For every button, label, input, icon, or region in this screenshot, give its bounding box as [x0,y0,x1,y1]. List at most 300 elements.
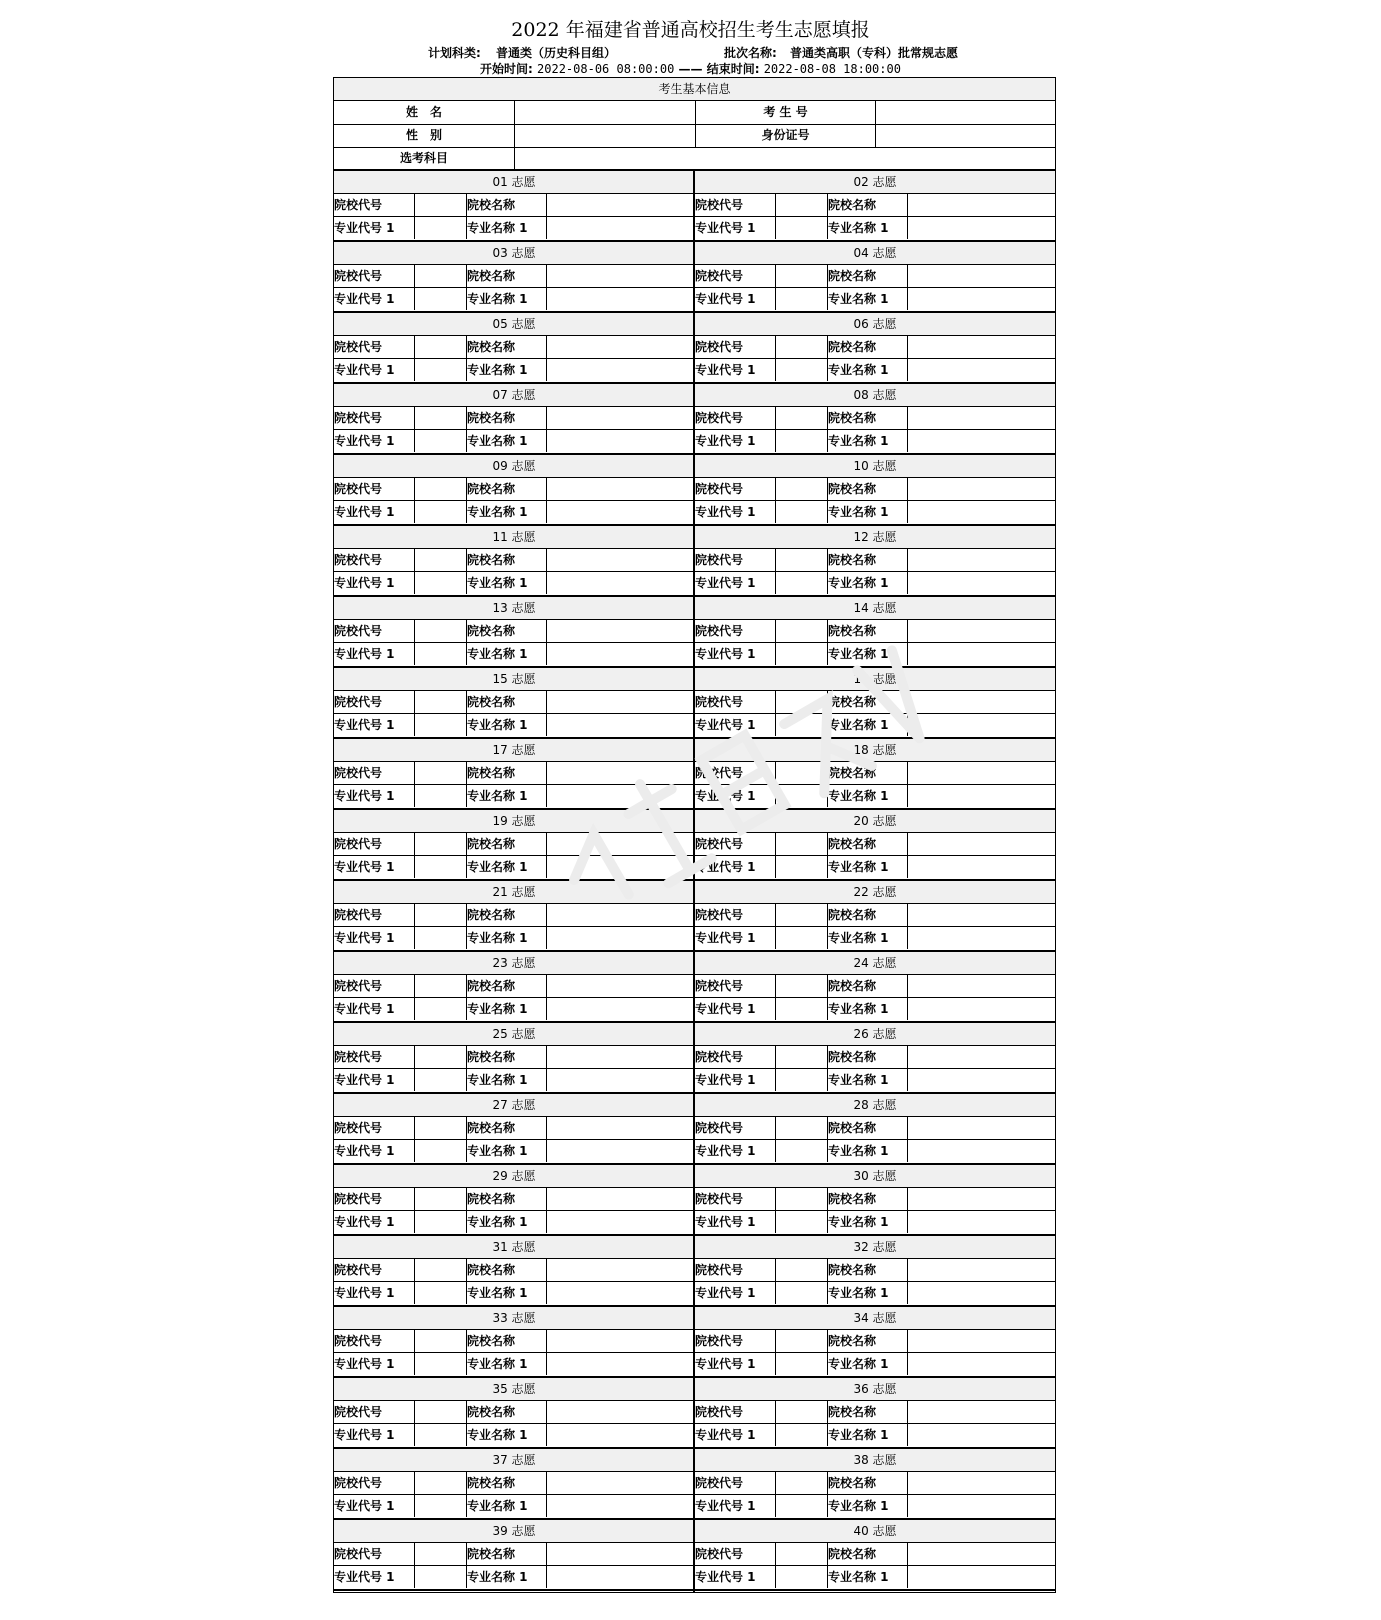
major-code-field[interactable] [415,501,466,523]
school-name-field[interactable] [547,1188,694,1210]
school-name-field[interactable] [908,549,1055,571]
wish-block [334,597,694,668]
school-name-field[interactable] [908,1259,1055,1281]
major-code-field[interactable] [776,288,827,310]
major-name-field[interactable] [908,288,1055,310]
school-code-field[interactable] [776,265,827,287]
major-code-field[interactable] [415,1353,466,1375]
school-name-field[interactable] [908,1117,1055,1139]
cell-divider [827,998,828,1020]
cell-divider [827,1424,828,1446]
school-name-label: 院校名称 [828,908,877,922]
school-row [334,1543,694,1566]
major-name-field[interactable] [908,217,1055,239]
school-row [695,1330,1055,1353]
major-name-field[interactable] [547,1211,694,1233]
major-name-field[interactable] [908,359,1055,381]
cell-divider [466,643,467,665]
school-code-field[interactable] [776,1188,827,1210]
major-name-label: 专业名称 1 [828,1215,889,1229]
school-row [334,1401,694,1424]
school-name-field[interactable] [908,194,1055,216]
cell-divider [466,1424,467,1446]
wish-heading: 10 志愿 [695,455,1055,478]
major-name-field[interactable] [547,927,694,949]
school-code-field[interactable] [415,1401,466,1423]
major-code-label: 专业代号 1 [695,931,756,945]
major-name-field[interactable] [547,1140,694,1162]
cell-divider [827,1543,828,1565]
school-code-label: 院校代号 [695,837,744,851]
cell-divider [827,194,828,216]
major-code-field[interactable] [415,1282,466,1304]
school-name-field[interactable] [908,407,1055,429]
major-name-field[interactable] [908,1424,1055,1446]
school-code-field[interactable] [776,833,827,855]
major-code-label: 专业代号 1 [695,1428,756,1442]
major-name-field[interactable] [908,501,1055,523]
major-name-field[interactable] [547,1495,694,1517]
cell-divider [466,975,467,997]
major-row [695,785,1055,810]
school-name-field[interactable] [547,1401,694,1423]
major-name-field[interactable] [547,288,694,310]
end-label: 结束时间: [706,62,760,76]
major-code-label: 专业代号 1 [334,789,395,803]
school-code-field[interactable] [415,265,466,287]
school-row [334,1117,694,1140]
school-row [695,833,1055,856]
cell-divider [466,691,467,713]
major-code-field[interactable] [776,359,827,381]
school-row [695,549,1055,572]
id-field[interactable] [875,124,1055,147]
school-name-field[interactable] [908,620,1055,642]
major-row [334,1282,694,1307]
school-name-field[interactable] [547,762,694,784]
school-row [695,1472,1055,1495]
major-code-field[interactable] [776,1495,827,1517]
major-row [334,998,694,1023]
school-row [695,194,1055,217]
major-code-field[interactable] [776,572,827,594]
major-code-field[interactable] [415,927,466,949]
school-name-field[interactable] [908,762,1055,784]
wish-block [695,1094,1055,1165]
major-name-field[interactable] [547,1353,694,1375]
school-name-field[interactable] [908,833,1055,855]
cell-divider [827,975,828,997]
major-name-label: 专业名称 1 [467,434,528,448]
major-name-field[interactable] [908,998,1055,1020]
major-code-field[interactable] [415,1424,466,1446]
school-name-field[interactable] [547,620,694,642]
cell-divider [827,714,828,736]
major-row [334,714,694,739]
batch-value: 普通类高职（专科）批常规志愿 [790,46,959,60]
major-name-field[interactable] [547,714,694,736]
exam-no-field[interactable] [875,101,1055,124]
major-name-label: 专业名称 1 [467,363,528,377]
cell-divider [466,1259,467,1281]
school-row [334,1046,694,1069]
major-row [334,501,694,526]
school-code-field[interactable] [415,975,466,997]
school-name-field[interactable] [908,975,1055,997]
major-name-field[interactable] [547,359,694,381]
major-name-label: 专业名称 1 [467,292,528,306]
cell-divider [466,265,467,287]
major-name-field[interactable] [908,1069,1055,1091]
wish-heading: 01 志愿 [334,171,694,194]
major-name-label: 专业名称 1 [467,1357,528,1371]
major-code-field[interactable] [415,643,466,665]
school-code-field[interactable] [776,1259,827,1281]
major-name-field[interactable] [547,217,694,239]
major-name-label: 专业名称 1 [828,221,889,235]
major-code-field[interactable] [776,856,827,878]
major-name-label: 专业名称 1 [828,363,889,377]
school-name-field[interactable] [547,975,694,997]
wish-heading: 18 志愿 [695,739,1055,762]
major-row [695,1353,1055,1378]
school-code-field[interactable] [776,1401,827,1423]
major-name-field[interactable] [908,785,1055,807]
school-code-field[interactable] [415,762,466,784]
major-code-field[interactable] [776,1069,827,1091]
school-code-field[interactable] [415,691,466,713]
major-code-label: 专业代号 1 [334,1144,395,1158]
school-code-field[interactable] [415,1046,466,1068]
major-code-field[interactable] [776,998,827,1020]
school-code-label: 院校代号 [695,1547,744,1561]
cell-divider [466,549,467,571]
major-code-label: 专业代号 1 [695,292,756,306]
major-name-field[interactable] [547,1424,694,1446]
school-name-field[interactable] [908,1472,1055,1494]
school-row [334,691,694,714]
school-name-field[interactable] [908,1401,1055,1423]
school-code-field[interactable] [776,1330,827,1352]
cell-divider [827,359,828,381]
school-code-label: 院校代号 [695,198,744,212]
school-name-label: 院校名称 [467,1050,516,1064]
major-name-field[interactable] [908,572,1055,594]
school-name-label: 院校名称 [467,837,516,851]
major-row [334,1140,694,1165]
school-name-field[interactable] [908,265,1055,287]
major-code-field[interactable] [415,714,466,736]
school-name-field[interactable] [908,336,1055,358]
school-name-field[interactable] [547,1330,694,1352]
major-code-field[interactable] [776,1140,827,1162]
major-name-field[interactable] [547,430,694,452]
school-code-field[interactable] [776,1543,827,1565]
major-name-field[interactable] [908,1140,1055,1162]
school-name-field[interactable] [908,904,1055,926]
wish-block [695,597,1055,668]
major-name-label: 专业名称 1 [467,1286,528,1300]
school-code-label: 院校代号 [334,411,383,425]
name-field[interactable] [514,101,695,124]
major-code-field[interactable] [776,1353,827,1375]
school-code-field[interactable] [415,407,466,429]
school-row [695,620,1055,643]
major-name-field[interactable] [908,1282,1055,1304]
major-name-field[interactable] [908,856,1055,878]
major-code-field[interactable] [415,998,466,1020]
major-code-field[interactable] [776,1282,827,1304]
major-code-field[interactable] [415,359,466,381]
school-code-field[interactable] [776,478,827,500]
major-name-field[interactable] [547,643,694,665]
school-code-field[interactable] [415,336,466,358]
cell-divider [466,1117,467,1139]
end-value: 2022-08-08 18:00:00 [763,62,901,76]
cell-divider [466,1211,467,1233]
school-code-label: 院校代号 [695,1405,744,1419]
major-code-field[interactable] [776,1566,827,1588]
wish-heading: 27 志愿 [334,1094,694,1117]
school-name-label: 院校名称 [467,553,516,567]
major-code-field[interactable] [415,217,466,239]
school-code-field[interactable] [415,1259,466,1281]
cell-divider [827,430,828,452]
wish-block [334,171,694,242]
school-code-field[interactable] [776,194,827,216]
school-row [334,762,694,785]
major-code-field[interactable] [415,1566,466,1588]
school-code-field[interactable] [776,1046,827,1068]
major-name-field[interactable] [908,1495,1055,1517]
major-code-field[interactable] [776,785,827,807]
school-name-field[interactable] [547,336,694,358]
school-name-field[interactable] [547,833,694,855]
major-name-field[interactable] [547,501,694,523]
school-code-field[interactable] [776,407,827,429]
school-code-label: 院校代号 [695,340,744,354]
school-code-field[interactable] [776,1117,827,1139]
major-name-field[interactable] [547,1566,694,1588]
school-name-field[interactable] [547,904,694,926]
exam-no-label: 考 生 号 [695,101,875,124]
gender-field[interactable] [514,124,695,147]
school-name-label: 院校名称 [828,1405,877,1419]
major-code-field[interactable] [776,1211,827,1233]
major-code-field[interactable] [415,856,466,878]
plan-label: 计划科类: [428,46,481,60]
major-name-label: 专业名称 1 [828,860,889,874]
school-code-field[interactable] [776,336,827,358]
school-name-field[interactable] [547,478,694,500]
school-code-label: 院校代号 [695,1192,744,1206]
wish-heading: 14 志愿 [695,597,1055,620]
major-code-field[interactable] [776,714,827,736]
major-name-field[interactable] [908,430,1055,452]
school-name-field[interactable] [547,407,694,429]
wish-block [334,1449,694,1520]
major-row [695,1211,1055,1236]
major-name-label: 专业名称 1 [828,1002,889,1016]
cell-divider [466,288,467,310]
major-name-field[interactable] [547,572,694,594]
major-code-label: 专业代号 1 [695,576,756,590]
major-name-field[interactable] [547,1282,694,1304]
school-name-field[interactable] [547,1472,694,1494]
start-value: 2022-08-06 08:00:00 [537,62,675,76]
major-code-field[interactable] [776,927,827,949]
major-row [695,359,1055,384]
major-name-field[interactable] [547,998,694,1020]
cell-divider [466,1188,467,1210]
school-name-field[interactable] [908,1188,1055,1210]
cell-divider [466,572,467,594]
wish-heading: 26 志愿 [695,1023,1055,1046]
major-row [334,1353,694,1378]
major-code-field[interactable] [415,1069,466,1091]
school-name-field[interactable] [908,478,1055,500]
major-name-field[interactable] [908,1353,1055,1375]
school-code-field[interactable] [776,620,827,642]
wish-heading: 28 志愿 [695,1094,1055,1117]
school-name-field[interactable] [547,691,694,713]
school-name-field[interactable] [547,549,694,571]
school-code-field[interactable] [415,478,466,500]
school-name-label: 院校名称 [467,411,516,425]
school-code-field[interactable] [415,1472,466,1494]
major-code-field[interactable] [415,572,466,594]
major-code-label: 专业代号 1 [334,576,395,590]
school-name-field[interactable] [908,1046,1055,1068]
major-row [334,1424,694,1449]
cell-divider [827,856,828,878]
school-code-field[interactable] [415,904,466,926]
school-code-field[interactable] [415,1117,466,1139]
school-name-label: 院校名称 [467,979,516,993]
school-name-field[interactable] [547,265,694,287]
school-name-field[interactable] [547,1259,694,1281]
major-code-field[interactable] [776,643,827,665]
school-code-label: 院校代号 [334,908,383,922]
major-code-field[interactable] [776,501,827,523]
major-code-label: 专业代号 1 [334,1428,395,1442]
major-code-field[interactable] [415,1495,466,1517]
school-code-field[interactable] [415,833,466,855]
major-code-label: 专业代号 1 [334,434,395,448]
major-code-label: 专业代号 1 [695,363,756,377]
wish-heading: 09 志愿 [334,455,694,478]
school-code-field[interactable] [776,549,827,571]
major-name-label: 专业名称 1 [467,647,528,661]
major-code-field[interactable] [415,1140,466,1162]
major-code-field[interactable] [415,1211,466,1233]
wish-block [334,455,694,526]
major-row [334,1495,694,1520]
school-row [695,478,1055,501]
school-name-field[interactable] [908,1330,1055,1352]
school-code-label: 院校代号 [695,411,744,425]
school-row [334,549,694,572]
school-name-field[interactable] [547,1046,694,1068]
school-code-field[interactable] [776,975,827,997]
school-name-field[interactable] [908,691,1055,713]
major-code-label: 专业代号 1 [334,363,395,377]
major-name-field[interactable] [908,1211,1055,1233]
major-name-label: 专业名称 1 [828,1144,889,1158]
major-code-field[interactable] [415,430,466,452]
school-code-field[interactable] [415,1188,466,1210]
cell-divider [466,359,467,381]
school-row [695,407,1055,430]
school-code-field[interactable] [776,1472,827,1494]
major-name-field[interactable] [547,785,694,807]
school-name-label: 院校名称 [467,1192,516,1206]
major-row [334,856,694,881]
school-code-field[interactable] [776,904,827,926]
school-row [695,1543,1055,1566]
wish-block [695,1165,1055,1236]
major-name-label: 专业名称 1 [467,1002,528,1016]
major-code-label: 专业代号 1 [695,789,756,803]
school-code-field[interactable] [415,549,466,571]
major-name-field[interactable] [547,856,694,878]
major-row [334,785,694,810]
major-name-label: 专业名称 1 [467,931,528,945]
wish-heading: 29 志愿 [334,1165,694,1188]
major-name-field[interactable] [908,927,1055,949]
major-name-field[interactable] [908,1566,1055,1588]
cell-divider [827,762,828,784]
wish-heading: 31 志愿 [334,1236,694,1259]
major-code-field[interactable] [415,288,466,310]
wish-block [695,739,1055,810]
major-name-field[interactable] [547,1069,694,1091]
subjects-field[interactable] [514,147,1055,170]
school-code-field[interactable] [415,620,466,642]
school-name-field[interactable] [547,194,694,216]
school-code-field[interactable] [415,1330,466,1352]
major-code-label: 专业代号 1 [695,1286,756,1300]
major-code-label: 专业代号 1 [334,1570,395,1584]
major-code-label: 专业代号 1 [695,1499,756,1513]
wish-block [334,810,694,881]
major-row [334,927,694,952]
school-name-field[interactable] [547,1117,694,1139]
school-row [695,1046,1055,1069]
school-name-field[interactable] [547,1543,694,1565]
school-code-field[interactable] [415,1543,466,1565]
major-code-field[interactable] [776,430,827,452]
major-code-field[interactable] [776,217,827,239]
cell-divider [466,1046,467,1068]
wish-heading: 34 志愿 [695,1307,1055,1330]
major-code-field[interactable] [776,1424,827,1446]
school-code-field[interactable] [415,194,466,216]
major-row [334,288,694,313]
school-code-label: 院校代号 [334,837,383,851]
school-code-label: 院校代号 [334,766,383,780]
major-code-field[interactable] [415,785,466,807]
major-name-field[interactable] [908,714,1055,736]
school-name-field[interactable] [908,1543,1055,1565]
major-code-label: 专业代号 1 [334,292,395,306]
major-name-field[interactable] [908,643,1055,665]
cell-divider [827,1211,828,1233]
school-code-field[interactable] [776,691,827,713]
school-row [695,1188,1055,1211]
school-name-label: 院校名称 [467,1121,516,1135]
school-code-field[interactable] [776,762,827,784]
